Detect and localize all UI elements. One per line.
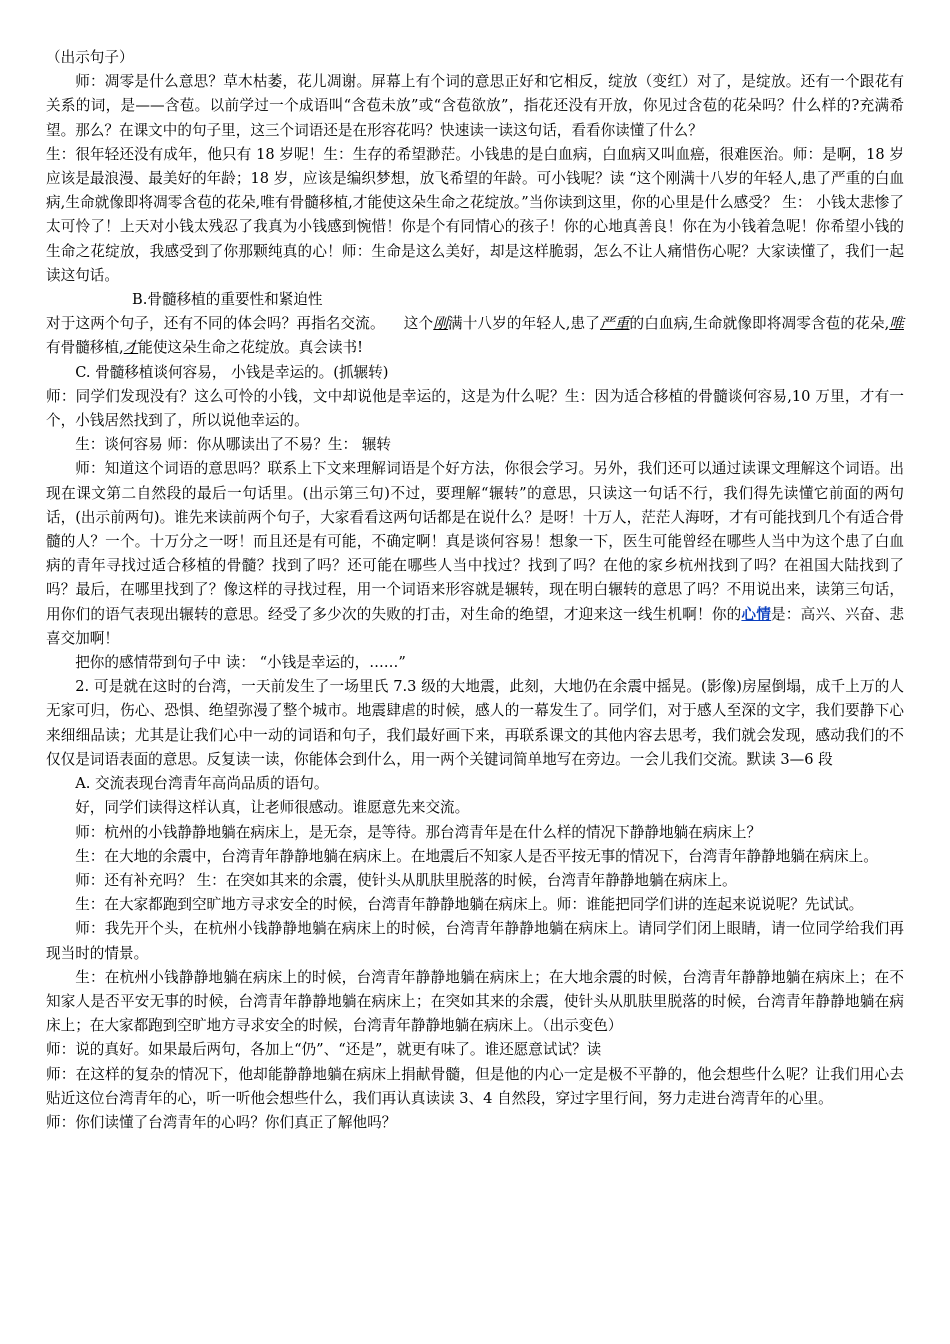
paragraph-zhanzhuan: [46, 457, 904, 651]
paragraph-understand: 师：你们读懂了台湾青年的心吗？你们真正了解他吗？: [46, 1113, 397, 1131]
paragraph-earthquake: 2. 可是就在这时的台湾，一天前发生了一场里氏 7.3 级的大地震，此刻，大地仍在余震中摇晃。(影像)房屋倒塌，成千上万的人无家可归，伤心、恐惧、绝望弥漫了整个城市。地震肆虐的时候，感人的一幕发生了。同学们，对于感人至深的文字，我们要静下心来细细品读；尤其是让我们心中一动的词语和句子，我们最好画下来，再联系课文的其他内容去思考，我们就会发现，感动我们的不仅仅是词语表面的意思。反复读一读，你能体会到什么，用一两个关键词简单地写在旁边。一会儿我们交流。默读 3—6 段: [46, 678, 904, 768]
paragraph-heading-b: B.骨髓移植的重要性和紧迫性: [132, 291, 323, 309]
exchange-lead: 对于这两个句子，还有不同的体会吗？再指名交流。: [46, 315, 385, 333]
quote-part: 有骨髓移植,: [46, 339, 124, 357]
paragraph-lucky: 师：同学们发现没有？这么可怜的小钱，文中却说他是幸运的，这是为什么呢？生：因为适合移植的骨髓谈何容易,10 万里，才有一个，小钱居然找到了，所以说他幸运的。: [46, 387, 904, 430]
paragraph-show-sentence: （出示句子）: [46, 49, 134, 66]
emphasis-word: 才: [123, 339, 139, 357]
zhanzhuan-body: 师：知道这个词语的意思吗？联系上下文来理解词语是个好方法，你很会学习。另外，我们还可以通过读课文理解这个词语。出现在课文第二自然段的最后一句话里。(出示第三句)不过，要理解“辗转”的意思，只读这一句话不行，我们得先读懂它前面的两句话，(出示前两句)。谁先来读前两个句子，大家看看这两句话都是在说什么？是呀！十万人，茫茫人海呀，才有可能找到几个有适合骨髓的人？一个。十万分之一呀！而且还是有可能，不确定啊！真是谈何容易！想象一下，医生可能曾经在哪些人当中为这个患了白血病的青年寻找过适合移植的骨髓？找到了吗？还可能在哪些人当中找过？找到了吗？在他的家乡杭州找到了吗？在祖国大陆找到了吗？最后，在哪里找到了？像这样的寻找过程，用一个词语来形容就是辗转，现在明白辗转的意思了吗？不用说出来，读第三句话，用你们的语气表现出辗转的意思。经受了多少次的失败的打击，对生命的绝望，才迎来这一线生机啊！你的: [46, 460, 904, 623]
paragraph-difficulty: 生：谈何容易 师：你从哪读出了不易？生： 辗转: [75, 436, 391, 454]
quote-part: 这个: [403, 315, 434, 333]
mood-link[interactable]: 心情: [741, 605, 771, 623]
quote-part: 满十八岁的年轻人,患了: [447, 315, 601, 333]
paragraph-aftershock: 生：在大地的余震中，台湾青年静静地躺在病床上。在地震后不知家人是否平按无事的情况下，台湾青年静静地躺在病床上。: [75, 847, 878, 865]
quote-part: 的白血病,生命就像即将凋零含苞的花朵,: [629, 315, 890, 333]
paragraph-good: 好，同学们读得这样认真，让老师很感动。谁愿意先来交流。: [75, 799, 470, 817]
paragraph-open-space: 生：在大家都跑到空旷地方寻求安全的时候，台湾青年静静地躺在病床上。师：谁能把同学们讲的连起来说说呢？先试试。: [75, 896, 864, 914]
paragraph-quiet: 师：杭州的小钱静静地躺在病床上，是无奈，是等待。那台湾青年是在什么样的情况下静静地躺在病床上？: [75, 823, 762, 841]
emphasis-word: 唯: [889, 315, 904, 333]
paragraph-teacher-begin: 师：我先开个头，在杭州小钱静静地躺在病床上的时候，台湾青年静静地躺在病床上。请同学们闭上眼睛，请一位同学给我们再现当时的情景。: [46, 920, 904, 962]
paragraph-supplement: 师：还有补充吗？ 生：在突如其来的余震，使针头从肌肤里脱落的时候，台湾青年静静地躺在病床上。: [75, 871, 737, 889]
paragraph-well-said: 师：说的真好。如果最后两句，各加上“仍”、“还是”，就更有味了。谁还愿意试试？读: [46, 1041, 602, 1059]
paragraph-read-lucky: 把你的感情带到句子中 读： “小钱是幸运的，……”: [75, 654, 406, 672]
paragraph-heading-a: A. 交流表现台湾青年高尚品质的语句。: [75, 775, 329, 793]
paragraph-heading-c: C. 骨髓移植谈何容易， 小钱是幸运的。(抓辗转): [75, 363, 389, 381]
emphasis-word: 刚: [433, 315, 448, 333]
quote-part: 能使这朵生命之花绽放。真会读书!: [138, 339, 363, 357]
paragraph-teacher-wither: 师：凋零是什么意思？草木枯萎，花儿凋谢。屏幕上有个词的意思正好和它相反，绽放（变红）对了，是绽放。还有一个跟花有关系的词，是——含苞。以前学过一个成语叫“含苞未放”或“含苞欲放”，指花还没有开放，你见过含苞的花朵吗？什么样的?充满希望。那么？在课文中的句子里，这三个词语还是在形容花吗？快速读一读这句话，看看你读懂了什么？: [46, 73, 904, 139]
zhanzhuan-tail: 是：高兴、兴奋、悲喜交加啊！: [46, 605, 904, 647]
emphasis-word: 严重: [600, 315, 630, 333]
paragraph-student-age: 生：很年轻还没有成年，他只有 18 岁呢！生：生存的希望渺茫。小钱患的是白血病，白血病又叫血癌，很难医治。师：是啊，18 岁应该是最浪漫、最美好的年龄；18 岁，应该是编织梦想，放飞希望的年龄。可小钱呢？读 “这个刚满十八岁的年轻人,患了严重的白血病,生命就像即将凋零含苞的花朵,唯有骨髓移植,才能使这朵生命之花绽放。”当你读到这里，你的心里是什么感受？ 生： 小钱太悲惨了太可怜了！上天对小钱太残忍了我真为小钱感到惋惜！你是个有同情心的孩子！你的心地真善良！你在为小钱着急呢！你希望小钱的生命之花绽放，我感受到了你那颗纯真的心！师：生命是这么美好，却是这样脆弱，怎么不让人痛惜伤心呢？大家读懂了，我们一起读这句话。: [46, 145, 904, 284]
paragraph-exchange: [46, 312, 904, 360]
paragraph-inner-heart: 师：在这样的复杂的情况下，他却能静静地躺在病床上捐献骨髓，但是他的内心一定是极不平静的，他会想些什么呢？让我们用心去贴近这位台湾青年的心，听一听他会想些什么，我们再认真读读 3、4 自然段，穿过字里行间，努力走进台湾青年的心里。: [46, 1065, 904, 1107]
paragraph-student-combined: 生：在杭州小钱静静地躺在病床上的时候，台湾青年静静地躺在病床上；在大地余震的时候，台湾青年静静地躺在病床上；在不知家人是否平安无事的时候，台湾青年静静地躺在病床上；在突如其来的余震，使针头从肌肤里脱落的时候，台湾青年静静地躺在病床上；在大家都跑到空旷地方寻求安全的时候，台湾青年静静地躺在病床上。（出示变色）: [46, 968, 904, 1035]
